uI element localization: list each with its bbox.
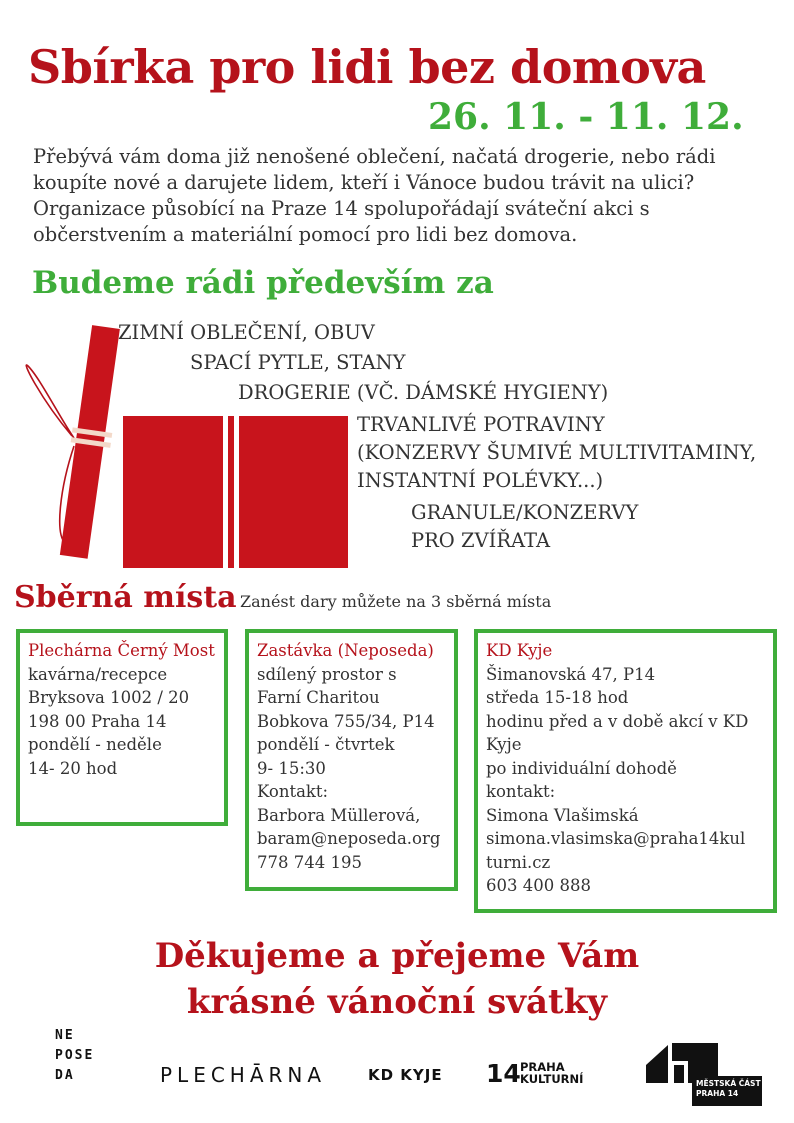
- intro-line: občerstvením a materiální pomocí pro lidi bez domova.: [33, 223, 578, 246]
- place-line: kavárna/recepce: [28, 664, 168, 684]
- ribbon-tube: [55, 324, 127, 559]
- praha14-line1: PRAHA: [520, 1060, 565, 1074]
- wanted-item: SPACÍ PYTLE, STANY: [190, 351, 406, 374]
- place-line: pondělí - neděle: [28, 735, 162, 754]
- intro-line: Organizace působící na Praze 14 spolupořádají sváteční akci s: [33, 197, 650, 220]
- place-line: po individuální dohodě: [486, 758, 677, 778]
- place-line: pondělí - čtvrtek: [257, 735, 395, 754]
- place-line: Kontakt:: [257, 782, 329, 801]
- place-line: hodinu před a v době akcí v KD: [486, 711, 749, 731]
- place-name: Zastávka (Neposeda): [257, 641, 434, 660]
- wanted-item: PRO ZVÍŘATA: [411, 529, 551, 552]
- place-line: 14- 20 hod: [28, 758, 118, 778]
- wanted-item: GRANULE/KONZERVY: [411, 501, 639, 524]
- place-line: sdílený prostor s: [257, 664, 397, 684]
- place-line: Farní Charitou: [257, 688, 380, 707]
- place-line: 778 744 195: [257, 852, 362, 872]
- place-line: turni.cz: [486, 852, 551, 872]
- place-name: KD Kyje: [486, 641, 553, 660]
- wanted-item: (KONZERVY ŠUMIVÉ MULTIVITAMINY,: [357, 441, 757, 464]
- mestska-cast-logo: [646, 1043, 766, 1109]
- place-line: baram@neposeda.org: [257, 829, 441, 848]
- place-card: [245, 629, 458, 891]
- gift-box-ribbon: [223, 416, 228, 568]
- intro-paragraph: [33, 144, 753, 248]
- event-dates: 26. 11. - 11. 12.: [428, 96, 744, 138]
- kd-kyje-logo: KD KYJE: [368, 1066, 443, 1084]
- neposeda-logo: [55, 1026, 94, 1086]
- wanted-item: TRVANLIVÉ POTRAVINY: [357, 413, 605, 436]
- plecharna-logo: PLECHĀRNA: [160, 1063, 327, 1087]
- intro-line: koupíte nové a darujete lidem, kteří i Vánoce budou trávit na ulici?: [33, 171, 695, 194]
- wanted-item: DROGERIE (VČ. DÁMSKÉ HYGIENY): [238, 381, 609, 404]
- neposeda-logo-line: POSE: [55, 1048, 95, 1063]
- mestska-cast-line1: MĚSTSKÁ ČÁST: [696, 1079, 761, 1088]
- praha14-line2: KULTURNÍ: [520, 1072, 584, 1086]
- wanted-item: ZIMNÍ OBLEČENÍ, OBUV: [118, 321, 375, 344]
- place-line: Bobkova 755/34, P14: [257, 711, 435, 731]
- neposeda-logo-line: DA: [55, 1068, 75, 1083]
- place-line: 603 400 888: [486, 876, 591, 895]
- place-card: [16, 629, 228, 826]
- mestska-cast-line2: PRAHA 14: [696, 1089, 739, 1098]
- intro-line: Přebývá vám doma již nenošené oblečení, načatá drogerie, nebo rádi: [33, 145, 716, 168]
- wanted-item: INSTANTNÍ POLÉVKY...): [357, 469, 604, 492]
- thanks-line: krásné vánoční svátky: [186, 982, 608, 1022]
- place-line: 9- 15:30: [257, 758, 326, 778]
- wanted-heading: Budeme rádi především za: [32, 265, 494, 301]
- place-line: Simona Vlašimská: [486, 805, 639, 825]
- place-line: Šimanovská 47, P14: [486, 664, 656, 684]
- place-line: středa 15-18 hod: [486, 688, 629, 707]
- praha14-kulturni-logo: [486, 1059, 596, 1093]
- place-line: Kyje: [486, 735, 522, 754]
- neposeda-logo-line: NE: [55, 1028, 75, 1043]
- place-line: Barbora Müllerová,: [257, 805, 421, 825]
- page-title: Sbírka pro lidi bez domova: [28, 40, 706, 94]
- place-line: Bryksova 1002 / 20: [28, 688, 190, 707]
- place-card: [474, 629, 777, 913]
- place-line: simona.vlasimska@praha14kul: [486, 829, 746, 848]
- gift-box-ribbon: [234, 416, 239, 568]
- place-line: 198 00 Praha 14: [28, 711, 167, 731]
- place-line: kontakt:: [486, 782, 556, 801]
- praha14-number: 14: [486, 1059, 521, 1088]
- place-name: Plechárna Černý Most: [28, 641, 215, 660]
- thanks-line: Děkujeme a přejeme Vám: [154, 936, 640, 976]
- bow-loop-upper: [26, 365, 74, 438]
- places-heading: Sběrná místa: [14, 580, 237, 615]
- places-subtitle: Zanést dary můžete na 3 sběrná místa: [240, 592, 552, 611]
